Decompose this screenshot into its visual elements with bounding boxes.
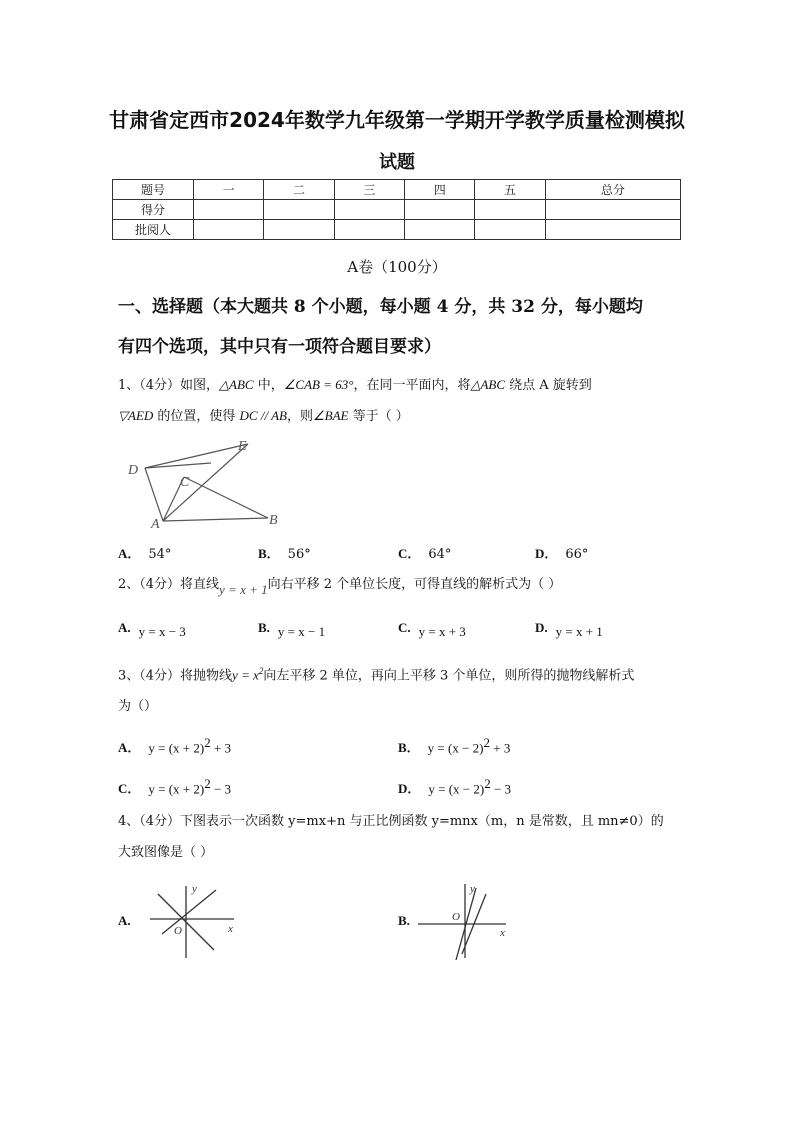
section-one-heading: 一、选择题（本大题共 8 个小题，每小题 4 分，共 32 分，每小题均 bbox=[118, 297, 643, 317]
section-one-heading-continued: 有四个选项，其中只有一项符合题目要求） bbox=[118, 337, 441, 357]
q3-option-b[interactable]: B． $y = (x - 2)^2 + 3$ bbox=[398, 735, 511, 756]
question-4-line-1: 4、（4分）下图表示一次函数 y=mx+n 与正比例函数 y=mnx（m，n 是常数，且 mn≠0）的 bbox=[118, 814, 664, 829]
q4-option-b[interactable]: B. bbox=[398, 913, 410, 928]
question-1-line-1: 1、（4分）如图，△ABC 中，∠CAB = 63°，在同一平面内，将△ABC 绕点 A 旋转到 bbox=[118, 377, 592, 393]
q4-option-b-graph[interactable] bbox=[410, 880, 510, 960]
score-table-header-row bbox=[113, 180, 681, 200]
question-2: 2、（4分）将直线y = x + 1向右平移 2 个单位长度，可得直线的解析式为（ ） bbox=[118, 577, 562, 597]
axis-label-x: x bbox=[500, 927, 505, 939]
score-input-cell[interactable] bbox=[475, 200, 545, 220]
q2-option-d[interactable]: D. y = x + 1 bbox=[535, 620, 603, 639]
page-title: 甘肃省定西市2024年数学九年级第一学期开学教学质量检测模拟 bbox=[109, 108, 685, 132]
q3-option-c[interactable]: C． $y = (x + 2)^2 - 3$ bbox=[118, 776, 232, 797]
label-c: C bbox=[180, 475, 190, 490]
question-1-figure bbox=[118, 432, 298, 536]
table-cell: 五 bbox=[475, 180, 545, 200]
label-b: B bbox=[269, 513, 278, 528]
table-cell: 批阅人 bbox=[113, 220, 194, 240]
table-cell: 三 bbox=[334, 180, 404, 200]
score-input-cell[interactable] bbox=[264, 220, 334, 240]
origin-label: O bbox=[174, 925, 182, 937]
score-input-cell[interactable] bbox=[545, 200, 680, 220]
q1-option-d[interactable]: D． 66° bbox=[535, 546, 589, 562]
score-input-cell[interactable] bbox=[405, 200, 475, 220]
label-a: A bbox=[151, 517, 160, 532]
score-input-cell[interactable] bbox=[194, 200, 264, 220]
segment-cb bbox=[184, 477, 268, 518]
segment-ab bbox=[163, 518, 268, 521]
table-cell: 总分 bbox=[545, 180, 680, 200]
q1-option-b[interactable]: B． 56° bbox=[258, 546, 311, 562]
score-input-cell[interactable] bbox=[264, 200, 334, 220]
score-input-cell[interactable] bbox=[194, 220, 264, 240]
axis-label-y: y bbox=[470, 883, 475, 895]
q1-option-a[interactable]: A． 54° bbox=[118, 546, 172, 562]
score-input-cell[interactable] bbox=[334, 220, 404, 240]
score-input-cell[interactable] bbox=[475, 220, 545, 240]
table-cell: 得分 bbox=[113, 200, 194, 220]
score-input-cell[interactable] bbox=[405, 220, 475, 240]
score-input-cell[interactable] bbox=[334, 200, 404, 220]
table-cell: 二 bbox=[264, 180, 334, 200]
q3-option-a[interactable]: A． $y = (x + 2)^2 + 3$ bbox=[118, 735, 232, 756]
table-cell: 四 bbox=[405, 180, 475, 200]
origin-label: O bbox=[452, 911, 460, 923]
graph-line-rising bbox=[162, 890, 216, 934]
table-cell: 一 bbox=[194, 180, 264, 200]
label-e: E bbox=[238, 439, 247, 454]
q3-option-d[interactable]: D． $y = (x - 2)^2 - 3$ bbox=[398, 776, 512, 797]
question-3-line-2: 为（） bbox=[118, 699, 158, 714]
q4-option-a[interactable]: A. bbox=[118, 913, 131, 928]
question-3-line-1: 3、（4分）将抛物线$y = x^2$向左平移 2 单位，再向上平移 3 个单位，则所得的抛物线解析式 bbox=[118, 666, 635, 684]
q2-option-a[interactable]: A. y = x − 3 bbox=[118, 620, 186, 639]
segment-da bbox=[145, 468, 163, 521]
question-4-line-2: 大致图像是（ ） bbox=[118, 845, 214, 860]
axis-label-y: y bbox=[192, 883, 197, 895]
segment-ae bbox=[163, 444, 248, 521]
label-d: D bbox=[128, 463, 139, 478]
q2-option-b[interactable]: B. y = x − 1 bbox=[258, 620, 326, 639]
q4-option-a-graph[interactable] bbox=[148, 880, 238, 960]
section-heading-a: A卷（100分） bbox=[347, 258, 447, 276]
q1-option-c[interactable]: C． 64° bbox=[398, 546, 452, 562]
score-table-row bbox=[113, 220, 681, 240]
axis-label-x: x bbox=[228, 923, 233, 935]
page-title-continued: 试题 bbox=[379, 152, 415, 173]
score-table-row bbox=[113, 200, 681, 220]
score-input-cell[interactable] bbox=[545, 220, 680, 240]
score-table bbox=[112, 179, 681, 240]
q2-option-c[interactable]: C. y = x + 3 bbox=[398, 620, 466, 639]
question-1-line-2: ▽AED 的位置，使得 DC // AB，则∠BAE 等于（ ） bbox=[118, 408, 409, 424]
table-cell: 题号 bbox=[113, 180, 194, 200]
